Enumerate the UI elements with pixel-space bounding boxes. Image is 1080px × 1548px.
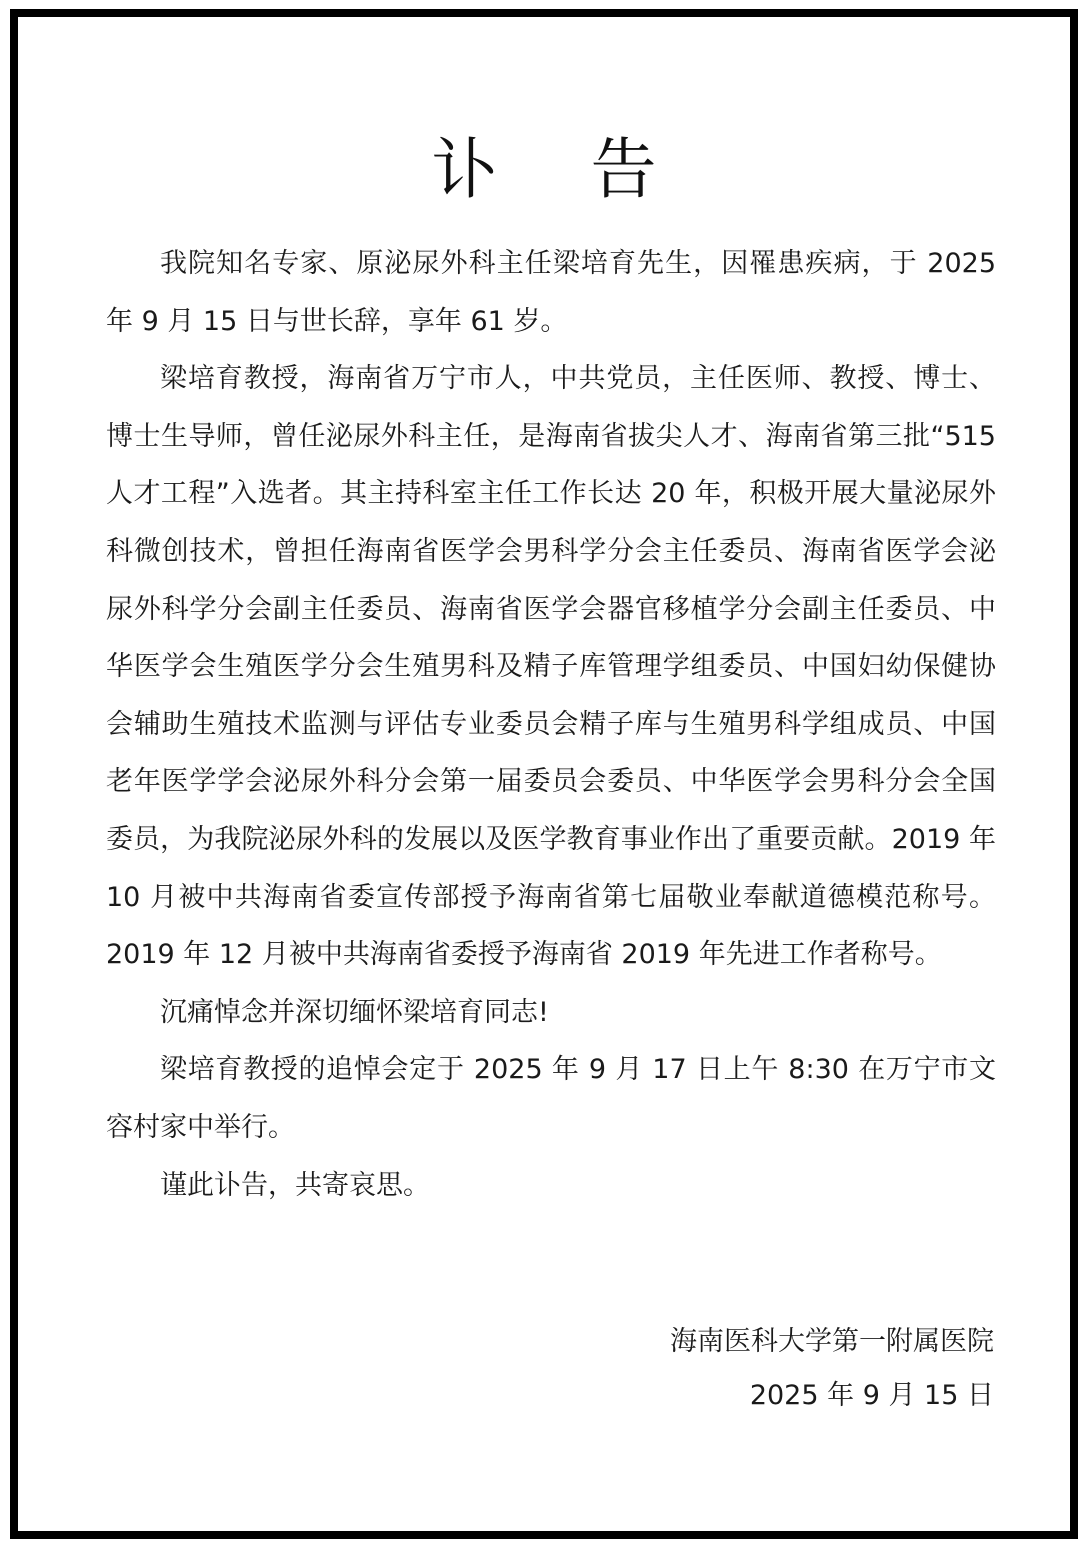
paragraph-biography: 梁培育教授，海南省万宁市人，中共党员，主任医师、教授、博士、博士生导师，曾任泌尿外科主任，是海南省拔尖人才、海南省第三批“515 人才工程”入选者。其主持科室主任工作长达 20 年，积极开展大量泌尿外科微创技术，曾担任海南省医学会男科学分会主任委员、海南省医学会泌尿外科学分会副主任委员、海南省医学会器官移植学分会副主任委员、中华医学会生殖医学分会生殖男科及精子库管理学组委员、中国妇幼保健协会辅助生殖技术监测与评估专业委员会精子库与生殖男科学组成员、中国老年医学学会泌尿外科分会第一届委员会委员、中华医学会男科分会全国委员，为我院泌尿外科的发展以及医学教育事业作出了重要贡献。2019 年 10 月被中共海南省委宣传部授予海南省第七届敬业奉献道德模范称号。2019 年 12 月被中共海南省委授予海南省 2019 年先进工作者称号。 [106,363,996,971]
paragraph-mourning: 沉痛悼念并深切缅怀梁培育同志! [160,996,549,1028]
paragraph-closing: 谨此讣告，共寄哀思。 [160,1169,430,1201]
signature-date: 2025 年 9 月 15 日 [749,1380,994,1411]
document-frame [10,9,1078,1539]
paragraph-announcement: 我院知名专家、原泌尿外科主任梁培育先生，因罹患疾病，于 2025 年 9 月 15 日与世长辞，享年 61 岁。 [106,248,996,337]
paragraph-memorial-service: 梁培育教授的追悼会定于 2025 年 9 月 17 日上午 8:30 在万宁市文容村家中举行。 [106,1054,996,1143]
notice-title: 讣 告 [431,131,693,208]
signature-block [578,1315,994,1423]
notice-body [106,235,996,1214]
signature-organization: 海南医科大学第一附属医院 [670,1326,994,1357]
